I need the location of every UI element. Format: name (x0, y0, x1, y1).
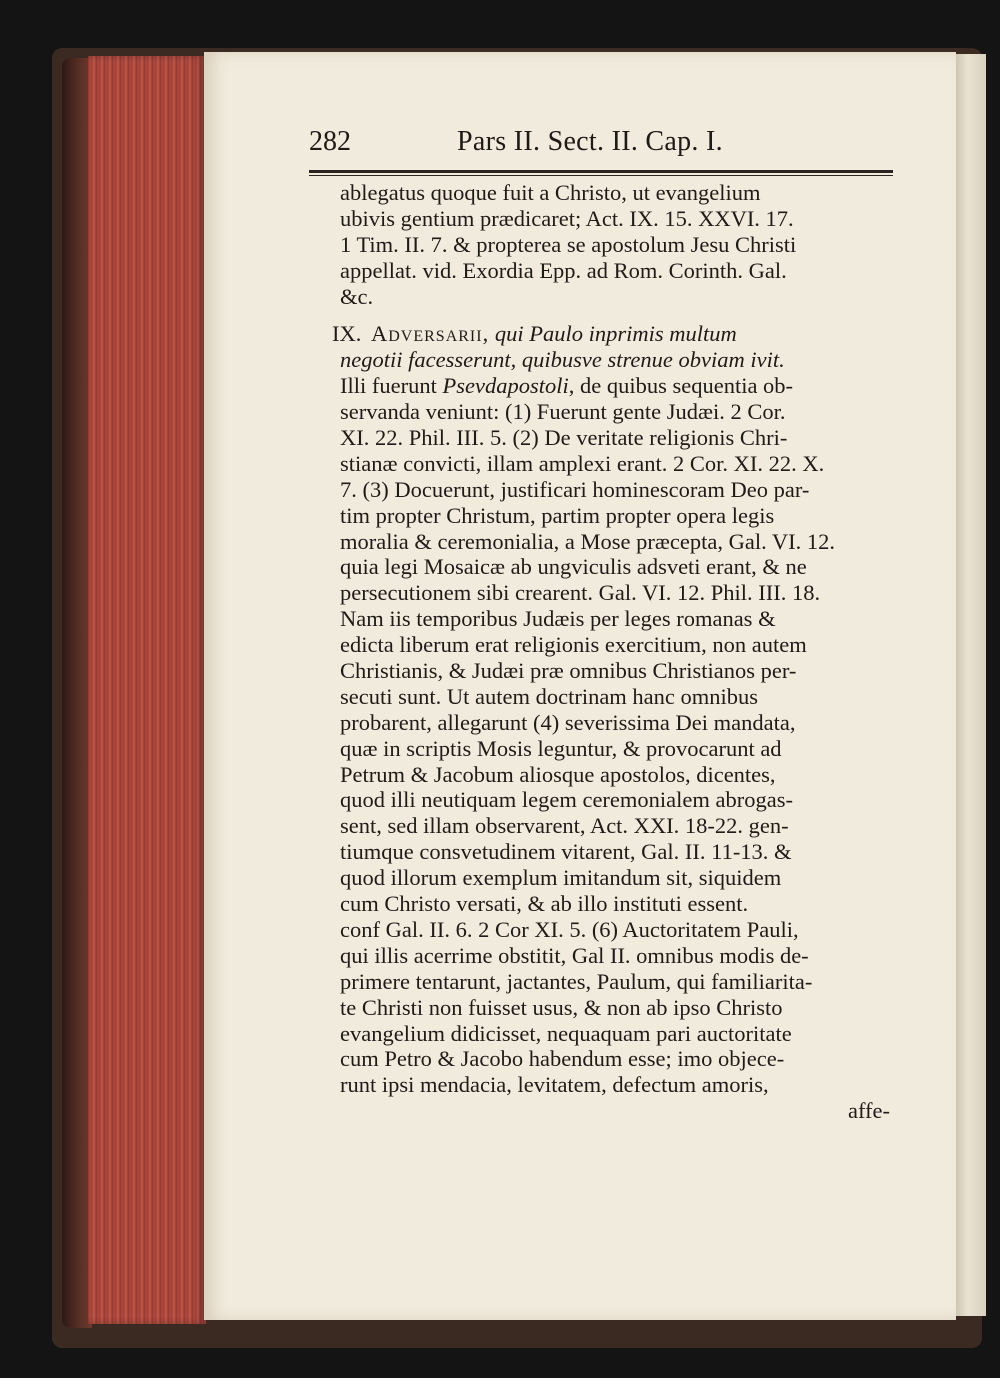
text-line: quæ in scriptis Mosis leguntur, & provocarunt ad (340, 735, 782, 761)
text-line: stianæ convicti, illam amplexi erant. 2 Cor. XI. 22. X. (340, 450, 825, 476)
italic-term: Psevdapostoli (442, 373, 569, 399)
red-page-edges (88, 56, 206, 1324)
text-line: conf Gal. II. 6. 2 Cor XI. 5. (6) Auctoritatem Pauli, (340, 916, 799, 942)
text-line: probarent, allegarunt (4) severissima Dei mandata, (340, 709, 796, 735)
text-line: quia legi Mosaicæ ab ungviculis adsveti erant, & ne (340, 554, 807, 580)
text-line: 7. (3) Docuerunt, justificari hominescoram Deo par- (340, 476, 810, 502)
section-number: IX. (332, 321, 362, 347)
text-span: Illi fuerunt (340, 373, 443, 399)
text-line (340, 373, 900, 399)
catchword: affe- (847, 1098, 890, 1124)
text-line: evangelium didicisset, nequaquam pari auctoritate (340, 1020, 792, 1046)
body-text (332, 180, 900, 1124)
text-line: moralia & ceremonialia, a Mose præcepta, Gal. VI. 12. (340, 528, 836, 554)
text-line: tim propter Christum, partim propter opera legis (340, 502, 775, 528)
page-header (309, 126, 909, 170)
text-line: secuti sunt. Ut autem doctrinam hanc omnibus (340, 683, 759, 709)
text-line: Christianis, & Judæi præ omnibus Christianos per- (340, 658, 797, 684)
text-line: cum Christo versati, & ab illo instituti essent. (340, 891, 749, 917)
text-line: te Christi non fuisset usus, & non ab ipso Christo (340, 994, 783, 1020)
section-ix-first-line (332, 321, 900, 347)
text-line (340, 347, 900, 373)
text-line: Petrum & Jacobum aliosque apostolos, dicentes, (340, 761, 776, 787)
page-number: 282 (309, 126, 351, 157)
text-line: quod illi neutiquam legem ceremonialem abrogas- (340, 787, 793, 813)
header-rule (309, 170, 893, 173)
text-line: qui illis acerrime obstitit, Gal II. omnibus modis de- (340, 942, 809, 968)
text-line: persecutionem sibi crearent. Gal. VI. 12. Phil. III. 18. (340, 580, 821, 606)
section-heading: Adversarii, (371, 321, 490, 347)
text-line: &c. (340, 283, 374, 309)
text-line: 1 Tim. II. 7. & propterea se apostolum Jesu Christi (340, 231, 797, 257)
text-span: , de quibus sequentia ob- (568, 373, 794, 399)
section-heading-italic: qui Paulo inprimis multum (494, 321, 737, 347)
text-line: servanda veniunt: (1) Fuerunt gente Judæi. 2 Cor. (340, 399, 786, 425)
running-head: Pars II. Sect. II. Cap. I. (457, 126, 723, 157)
header-rule-thin (309, 175, 893, 176)
text-line: sent, sed illam observarent, Act. XXI. 18-22. gen- (340, 813, 789, 839)
text-line: edicta liberum erat religionis exercitium, non autem (340, 632, 807, 658)
text-line: primere tentarunt, jactantes, Paulum, qui familiarita- (340, 968, 813, 994)
text-line: runt ipsi mendacia, levitatem, defectum amoris, (340, 1072, 769, 1098)
text-line: XI. 22. Phil. III. 5. (2) De veritate religionis Chri- (340, 425, 788, 451)
text-line: cum Petro & Jacobo habendum esse; imo objece- (340, 1046, 785, 1072)
text-line: ubivis gentium prædicaret; Act. IX. 15. XXVI. 17. (340, 205, 794, 231)
facing-page-edge (956, 54, 986, 1316)
italic-line: negotii facesserunt, quibusve strenue obviam ivit. (340, 347, 785, 373)
text-line: quod illorum exemplum imitandum sit, siquidem (340, 865, 782, 891)
text-line: Nam iis temporibus Judæis per leges romanas & (340, 606, 776, 632)
text-line: ablegatus quoque fuit a Christo, ut evangelium (340, 180, 761, 205)
text-line: tiumque consvetudinem vitarent, Gal. II. 11-13. & (340, 839, 792, 865)
text-line: appellat. vid. Exordia Epp. ad Rom. Corinth. Gal. (340, 257, 787, 283)
